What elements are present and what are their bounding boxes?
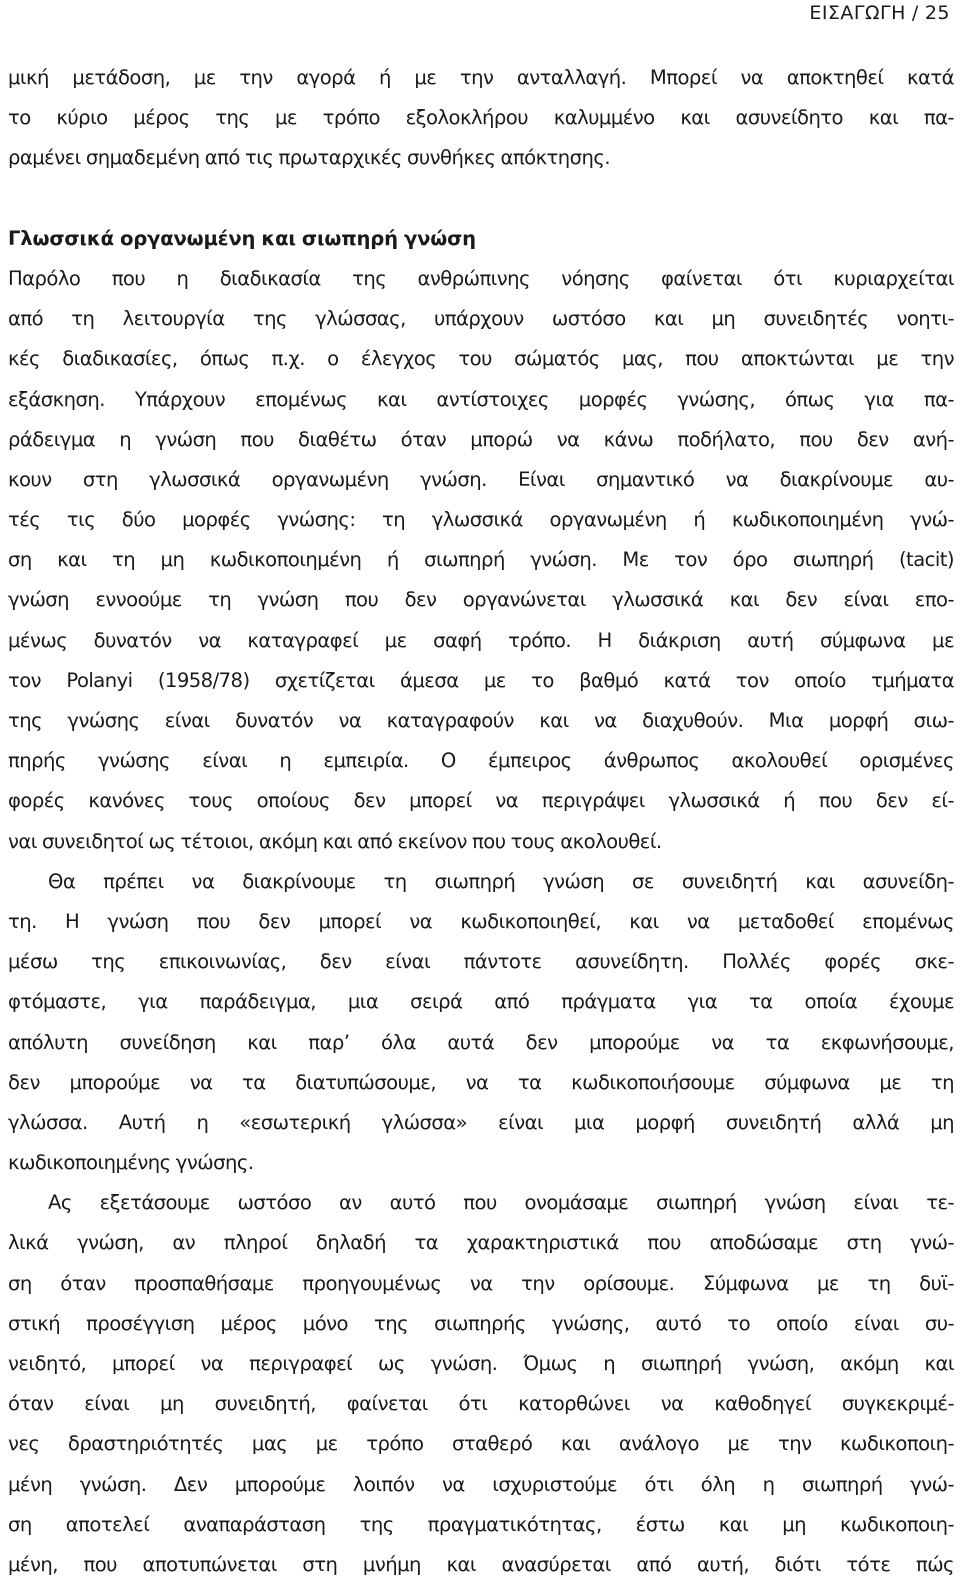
text-line: κές διαδικασίες, όπως π.χ. ο έλεγχος του σώματός μας, που αποκτώνται με την xyxy=(8,347,954,371)
text-line: φτόμαστε, για παράδειγμα, μια σειρά από πράγματα για τα οποία έχουμε xyxy=(8,990,954,1014)
text-line: νειδητό, μπορεί να περιγραφεί ως γνώση. Όμως η σιωπηρή γνώση, ακόμη και xyxy=(8,1352,954,1375)
text-line: ράδειγμα η γνώση που διαθέτω όταν μπορώ να κάνω ποδήλατο, που δεν ανή- xyxy=(8,427,954,451)
text-line: Ας εξετάσουμε ωστόσο αν αυτό που ονομάσαμε σιωπηρή γνώση είναι τε- xyxy=(48,1191,954,1215)
text-line: τές τις δύο μορφές γνώσης: τη γλωσσικά οργανωμένη ή κωδικοποιημένη γνώ- xyxy=(8,508,954,532)
text-line: κουν στη γλωσσικά οργανωμένη γνώση. Είναι σημαντικό να διακρίνουμε αυ- xyxy=(8,467,954,491)
text-line: μική μετάδοση, με την αγορά ή με την ανταλλαγή. Μπορεί να αποκτηθεί κατά xyxy=(8,66,954,89)
text-line: όταν είναι μη συνειδητή, φαίνεται ότι κατορθώνει να καθοδηγεί συγκεκριμέ- xyxy=(8,1392,954,1416)
text-line: ση και τη μη κωδικοποιημένη ή σιωπηρή γνώση. Με τον όρο σιωπηρή (tacit) xyxy=(8,548,954,572)
section-title: ΕΙΣΑΓΩΓΗ xyxy=(809,2,906,24)
text-line: γνώση εννοούμε τη γνώση που δεν οργανώνεται γλωσσικά και δεν είναι επο- xyxy=(8,588,954,612)
text-line: ση όταν προσπαθήσαμε προηγουμένως να την ορίσουμε. Σύμφωνα με τη δυϊ- xyxy=(8,1271,954,1295)
text-line: δεν μπορούμε να τα διατυπώσουμε, να τα κωδικοποιήσουμε σύμφωνα με τη xyxy=(8,1070,954,1094)
text-line: λικά γνώση, αν πληροί δηλαδή τα χαρακτηριστικά που αποδώσαμε στη γνώ- xyxy=(8,1231,954,1255)
text-line: εξάσκηση. Υπάρχουν επομένως και αντίστοιχες μορφές γνώσης, όπως για πα- xyxy=(8,387,954,411)
text-line: απόλυτη συνείδηση και παρ’ όλα αυτά δεν μπορούμε να τα εκφωνήσουμε, xyxy=(8,1030,954,1054)
text-line: μένη γνώση. Δεν μπορούμε λοιπόν να ισχυριστούμε ότι όλη η σιωπηρή γνώ- xyxy=(8,1472,954,1496)
text-line: από τη λειτουργία της γλώσσας, υπάρχουν ωστόσο και μη συνειδητές νοητι- xyxy=(8,307,954,331)
text-line: ναι συνειδητοί ως τέτοιοι, ακόμη και από εκείνον που τους ακολουθεί. xyxy=(8,829,662,853)
text-line: στική προσέγγιση μέρος μόνο της σιωπηρής γνώσης, αυτό το οποίο είναι συ- xyxy=(8,1311,954,1335)
section-heading: Γλωσσικά οργανωμένη και σιωπηρή γνώση xyxy=(8,226,476,250)
text-line: γλώσσα. Αυτή η «εσωτερική γλώσσα» είναι μια μορφή συνειδητή αλλά μη xyxy=(8,1110,954,1134)
text-line: Παρόλο που η διαδικασία της ανθρώπινης νόησης φαίνεται ότι κυριαρχείται xyxy=(8,266,954,290)
text-line: τον Polanyi (1958/78) σχετίζεται άμεσα με το βαθμό κατά τον οποίο τμήματα xyxy=(8,668,954,692)
running-header xyxy=(809,2,950,24)
text-line: μένη, που αποτυπώνεται στη μνήμη και ανασύρεται από αυτή, διότι τότε πώς xyxy=(8,1552,954,1576)
text-line: το κύριο μέρος της με τρόπο εξολοκλήρου καλυμμένο και ασυνείδητο και πα- xyxy=(8,106,954,130)
text-line: νες δραστηριότητές μας με τρόπο σταθερό και ανάλογο με την κωδικοποιη- xyxy=(8,1432,954,1456)
header-separator: / xyxy=(911,2,919,24)
text-line: Θα πρέπει να διακρίνουμε τη σιωπηρή γνώση σε συνειδητή και ασυνείδη- xyxy=(48,869,954,893)
text-line: τη. Η γνώση που δεν μπορεί να κωδικοποιηθεί, και να μεταδοθεί επομένως xyxy=(8,909,954,933)
text-line: μένως δυνατόν να καταγραφεί με σαφή τρόπο. Η διάκριση αυτή σύμφωνα με xyxy=(8,628,954,652)
text-line: κωδικοποιημένης γνώσης. xyxy=(8,1151,254,1175)
body-text xyxy=(8,58,954,1585)
page-number: 25 xyxy=(924,2,950,24)
text-line: πηρής γνώσης είναι η εμπειρία. Ο έμπειρος άνθρωπος ακολουθεί ορισμένες xyxy=(8,749,954,773)
text-line: φορές κανόνες τους οποίους δεν μπορεί να περιγράψει γλωσσικά ή που δεν εί- xyxy=(8,789,954,813)
text-line: ραμένει σημαδεμένη από τις πρωταρχικές συνθήκες απόκτησης. xyxy=(8,146,611,170)
paragraph-gap xyxy=(8,179,954,219)
text-line: μέσω της επικοινωνίας, δεν είναι πάντοτε ασυνείδητη. Πολλές φορές σκε- xyxy=(8,950,954,974)
text-line: ση αποτελεί αναπαράσταση της πραγματικότητας, έστω και μη κωδικοποιη- xyxy=(8,1512,954,1536)
text-line: της γνώσης είναι δυνατόν να καταγραφούν και να διαχυθούν. Μια μορφή σιω- xyxy=(8,709,954,732)
